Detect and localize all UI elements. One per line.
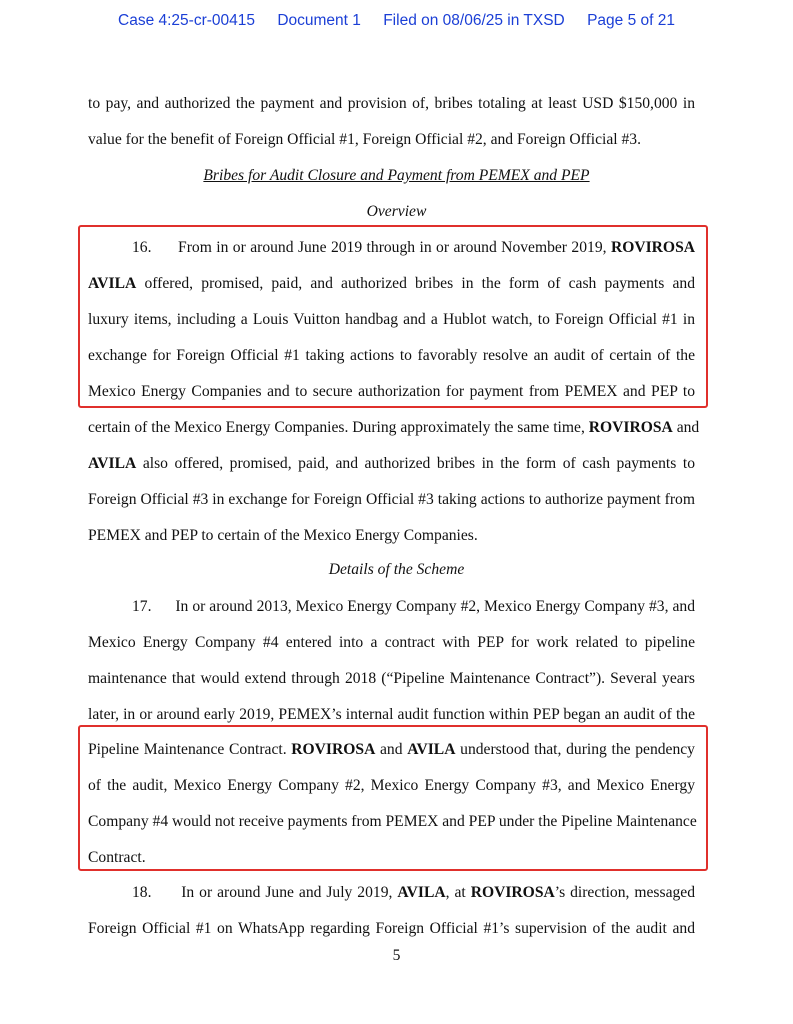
page-number: 5 bbox=[392, 947, 401, 964]
paragraph-18-line: 18. In or around June and July 2019, AVILA, at ROVIROSA’s direction, messaged bbox=[132, 884, 696, 901]
paragraph-16-line: exchange for Foreign Official #1 taking actions to favorably resolve an audit of certain of the bbox=[88, 347, 695, 364]
paragraph-16-line: 16. From in or around June 2019 through in or around November 2019, ROVIROSA bbox=[132, 239, 695, 256]
highlight-box-paragraph-16 bbox=[78, 225, 708, 408]
paragraph-17-line: of the audit, Mexico Energy Company #2, Mexico Energy Company #3, and Mexico Energy bbox=[88, 777, 695, 794]
filed-date: Filed on 08/06/25 in TXSD bbox=[383, 12, 565, 29]
paragraph-16-line: PEMEX and PEP to certain of the Mexico Energy Companies. bbox=[88, 527, 478, 544]
paragraph-17-line: later, in or around early 2019, PEMEX’s internal audit function within PEP began an audit of the bbox=[88, 706, 695, 723]
paragraph-17-line: maintenance that would extend through 2018 (“Pipeline Maintenance Contract”). Several years bbox=[88, 670, 695, 687]
paragraph-16-line: Mexico Energy Companies and to secure authorization for payment from PEMEX and PEP to bbox=[88, 383, 695, 400]
paragraph-17-line: Company #4 would not receive payments from PEMEX and PEP under the Pipeline Maintenance bbox=[88, 813, 697, 830]
paragraph-17-line: Contract. bbox=[88, 849, 146, 866]
subsection-heading: Details of the Scheme bbox=[328, 561, 465, 578]
text-line: to pay, and authorized the payment and provision of, bribes totaling at least USD $150,000 in bbox=[88, 95, 695, 112]
document-number: Document 1 bbox=[277, 12, 361, 29]
paragraph-16-line: luxury items, including a Louis Vuitton handbag and a Hublot watch, to Foreign Official #1 in bbox=[88, 311, 695, 328]
paragraph-16-line: Foreign Official #3 in exchange for Foreign Official #3 taking actions to authorize payment from bbox=[88, 491, 695, 508]
paragraph-17-line: Mexico Energy Company #4 entered into a contract with PEP for work related to pipeline bbox=[88, 634, 695, 651]
paragraph-16-line: AVILA offered, promised, paid, and authorized bribes in the form of cash payments and bbox=[88, 275, 695, 292]
paragraph-17-line: 17. In or around 2013, Mexico Energy Company #2, Mexico Energy Company #3, and bbox=[132, 598, 695, 615]
text-line: value for the benefit of Foreign Official #1, Foreign Official #2, and Foreign Official #3. bbox=[88, 131, 641, 148]
paragraph-16-line: AVILA also offered, promised, paid, and authorized bribes in the form of cash payments to bbox=[88, 455, 695, 472]
highlight-box-paragraph-17 bbox=[78, 725, 708, 871]
paragraph-18-line: Foreign Official #1 on WhatsApp regarding Foreign Official #1’s supervision of the audit and bbox=[88, 920, 695, 937]
section-heading: Bribes for Audit Closure and Payment from PEMEX and PEP bbox=[203, 167, 590, 184]
paragraph-17-line: Pipeline Maintenance Contract. ROVIROSA and AVILA understood that, during the pendency bbox=[88, 741, 695, 758]
subsection-heading: Overview bbox=[366, 203, 427, 220]
case-number: Case 4:25-cr-00415 bbox=[118, 12, 256, 29]
page-count: Page 5 of 21 bbox=[587, 12, 675, 29]
paragraph-16-line: certain of the Mexico Energy Companies. During approximately the same time, ROVIROSA and bbox=[88, 419, 700, 436]
ecf-header bbox=[0, 12, 793, 30]
